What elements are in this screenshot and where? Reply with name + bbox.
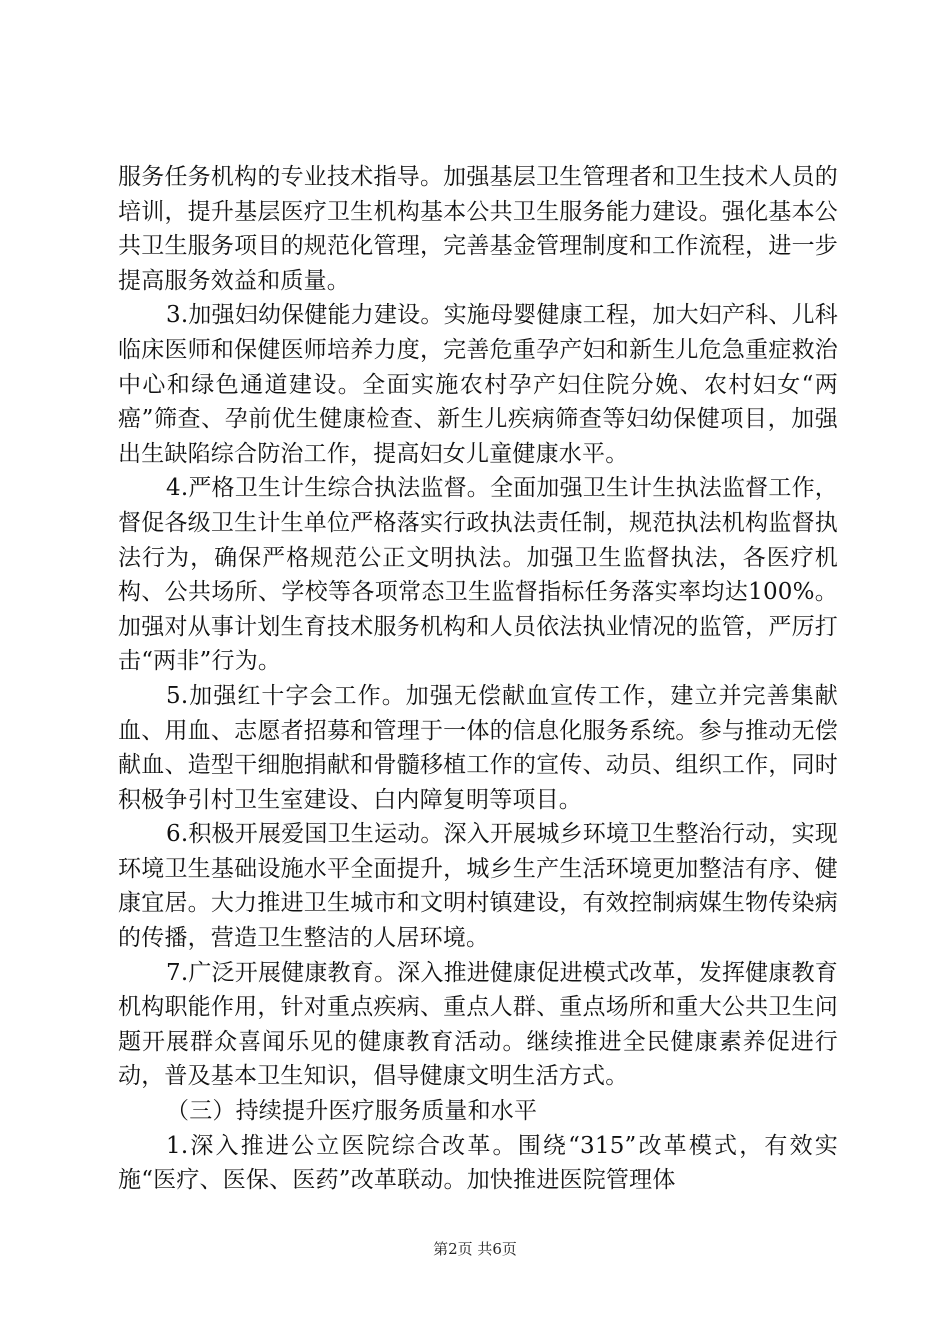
paragraph-item-3: 3.加强妇幼保健能力建设。实施母婴健康工程，加大妇产科、儿科临床医师和保健医师培养力度，完善危重孕产妇和新生儿危急重症救治中心和绿色通道建设。全面实施农村孕产妇住院分娩、农村妇女“两癌”筛查、孕前优生健康检查、新生儿疾病筛查等妇幼保健项目，加强出生缺陷综合防治工作，提高妇女儿童健康水平。 [118, 302, 838, 467]
paragraph-item-7: 7.广泛开展健康教育。深入推进健康促进模式改革，发挥健康教育机构职能作用，针对重点疾病、重点人群、重点场所和重大公共卫生问题开展群众喜闻乐见的健康教育活动。继续推进全民健康素养促进行动，普及基本卫生知识，倡导健康文明生活方式。 [118, 959, 838, 1090]
paragraph-item-6: 6.积极开展爱国卫生运动。深入开展城乡环境卫生整治行动，实现环境卫生基础设施水平全面提升，城乡生产生活环境更加整洁有序、健康宜居。大力推进卫生城市和文明村镇建设，有效控制病媒生物传染病的传播，营造卫生整洁的人居环境。 [118, 821, 838, 952]
page-footer: 第2页 共6页 [433, 1240, 517, 1258]
paragraph-item-5: 5.加强红十字会工作。加强无偿献血宣传工作，建立并完善集献血、用血、志愿者招募和管理于一体的信息化服务系统。参与推动无偿献血、造型干细胞捐献和骨髓移植工作的宣传、动员、组织工作，同时积极争引村卫生室建设、白内障复明等项目。 [118, 682, 838, 813]
paragraph-item-4: 4.严格卫生计生综合执法监督。全面加强卫生计生执法监督工作，督促各级卫生计生单位严格落实行政执法责任制，规范执法机构监督执法行为，确保严格规范公正文明执法。加强卫生监督执法，各医疗机构、公共场所、学校等各项常态卫生监督指标任务落实率均达100%。加强对从事计划生育技术服务机构和人员依法执业情况的监管，严厉打击“两非”行为。 [118, 475, 838, 675]
paragraph-continued: 服务任务机构的专业技术指导。加强基层卫生管理者和卫生技术人员的培训，提升基层医疗卫生机构基本公共卫生服务能力建设。强化基本公共卫生服务项目的规范化管理，完善基金管理制度和工作流程，进一步提高服务效益和质量。 [118, 164, 838, 294]
section-heading: （三）持续提升医疗服务质量和水平 [166, 1098, 538, 1125]
paragraph-item-1: 1.深入推进公立医院综合改革。围绕“315”改革模式，有效实施“医疗、医保、医药”改革联动。加快推进医院管理体 [118, 1132, 838, 1194]
document-body [118, 160, 838, 1198]
